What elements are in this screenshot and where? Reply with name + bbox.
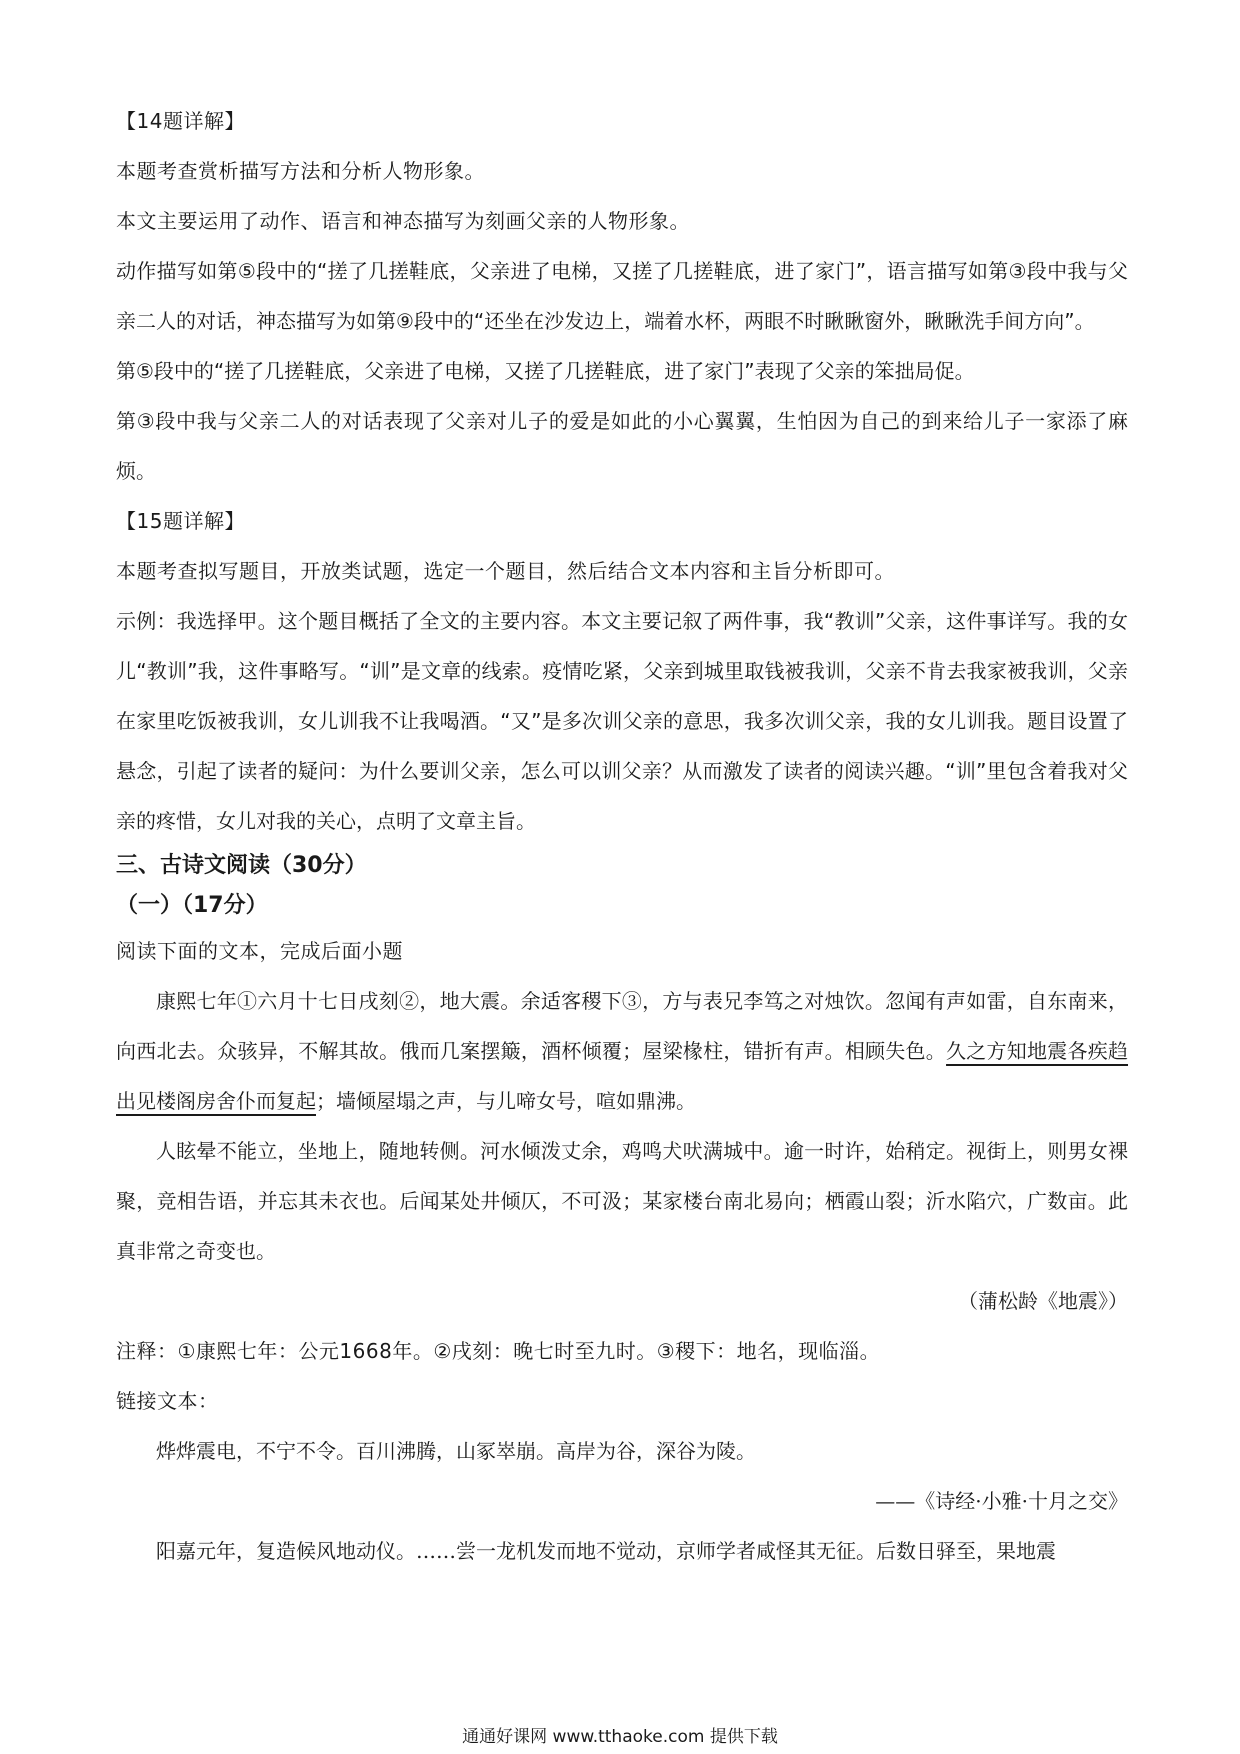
classical-paragraph-3: 阳嘉元年，复造候风地动仪。……尝一龙机发而地不觉动，京师学者咸怪其无征。后数日驿至，果地震 xyxy=(156,1539,1056,1563)
reading-instruction: 阅读下面的文本，完成后面小题 xyxy=(116,939,403,963)
section-title: 三、古诗文阅读（30分） xyxy=(116,853,367,878)
q14-line-2: 本文主要运用了动作、语言和神态描写为刻画父亲的人物形象。 xyxy=(116,209,690,233)
q14-line-1: 本题考查赏析描写方法和分析人物形象。 xyxy=(116,159,485,183)
p1-end: ；墙倾屋塌之声，与儿啼女号，喧如鼎沸。 xyxy=(316,1089,696,1113)
subsection-title: （一）（17分） xyxy=(116,893,268,918)
text-source: （蒲松龄《地震》） xyxy=(958,1289,1128,1313)
classical-paragraph-2: 人眩晕不能立，坐地上，随地转侧。河水倾泼丈余，鸡鸣犬吠满城中。逾一时许，始稍定。视街上，则男女裸聚，竞相告语，并忘其未衣也。后闻某处井倾仄，不可汲；某家楼台南北易向；栖霞山裂；沂水陷穴，广数亩。此真非常之奇变也。 xyxy=(116,1139,1128,1263)
poem-text: 烨烨震电，不宁不令。百川沸腾，山冢崒崩。高岸为谷，深谷为陵。 xyxy=(156,1439,756,1463)
document-page xyxy=(116,96,1128,1576)
q14-analysis-paragraph: 动作描写如第⑤段中的“搓了几搓鞋底，父亲进了电梯，又搓了几搓鞋底，进了家门”，语言描写如第③段中我与父亲二人的对话，神态描写为如第⑨段中的“还坐在沙发边上，端着水杯，两眼不时瞅瞅窗外，瞅瞅洗手间方向”。 xyxy=(116,259,1128,333)
q14-action-paragraph: 第⑤段中的“搓了几搓鞋底，父亲进了电梯，又搓了几搓鞋底，进了家门”表现了父亲的笨拙局促。 xyxy=(116,359,975,383)
p1-start: 康熙七年①六月十七日戌刻②，地大震。余适客稷下③，方与表兄李笃之对烛饮。忽闻有声如雷，自东南来，向西北去。众骇异，不解其故。俄而几案摆簸，酒杯倾覆；屋梁椽柱，错折有声。相顾失色。 xyxy=(116,989,1128,1063)
q15-example-paragraph: 示例：我选择甲。这个题目概括了全文的主要内容。本文主要记叙了两件事，我“教训”父亲，这件事详写。我的女儿“教训”我，这件事略写。“训”是文章的线索。疫情吃紧，父亲到城里取钱被我训，父亲不肯去我家被我训，父亲在家里吃饭被我训，女儿训我不让我喝酒。“又”是多次训父亲的意思，我多次训父亲，我的女儿训我。题目设置了悬念，引起了读者的疑问：为什么要训父亲，怎么可以训父亲？从而激发了读者的阅读兴趣。“训”里包含着我对父亲的疼惜，女儿对我的关心，点明了文章主旨。 xyxy=(116,609,1128,833)
classical-paragraph-1 xyxy=(116,976,1128,1126)
q14-heading: 【14题详解】 xyxy=(116,109,245,133)
page-footer: 通通好课网 www.tthaoke.com 提供下载 xyxy=(462,1727,778,1747)
q15-line-1: 本题考查拟写题目，开放类试题，选定一个题目，然后结合文本内容和主旨分析即可。 xyxy=(116,559,895,583)
q14-dialogue-paragraph: 第③段中我与父亲二人的对话表现了父亲对儿子的爱是如此的小心翼翼，生怕因为自己的到来给儿子一家添了麻烦。 xyxy=(116,409,1128,483)
underlined-sentence: 久之方知地震各疾趋出见楼阁房舍仆而复起 xyxy=(116,1039,1129,1113)
annotation-note: 注释：①康熙七年：公元1668年。②戌刻：晚七时至九时。③稷下：地名，现临淄。 xyxy=(116,1339,881,1363)
poem-source: ——《诗经·小雅·十月之交》 xyxy=(875,1489,1128,1513)
q15-heading: 【15题详解】 xyxy=(116,509,245,533)
link-text-label: 链接文本： xyxy=(116,1389,219,1413)
